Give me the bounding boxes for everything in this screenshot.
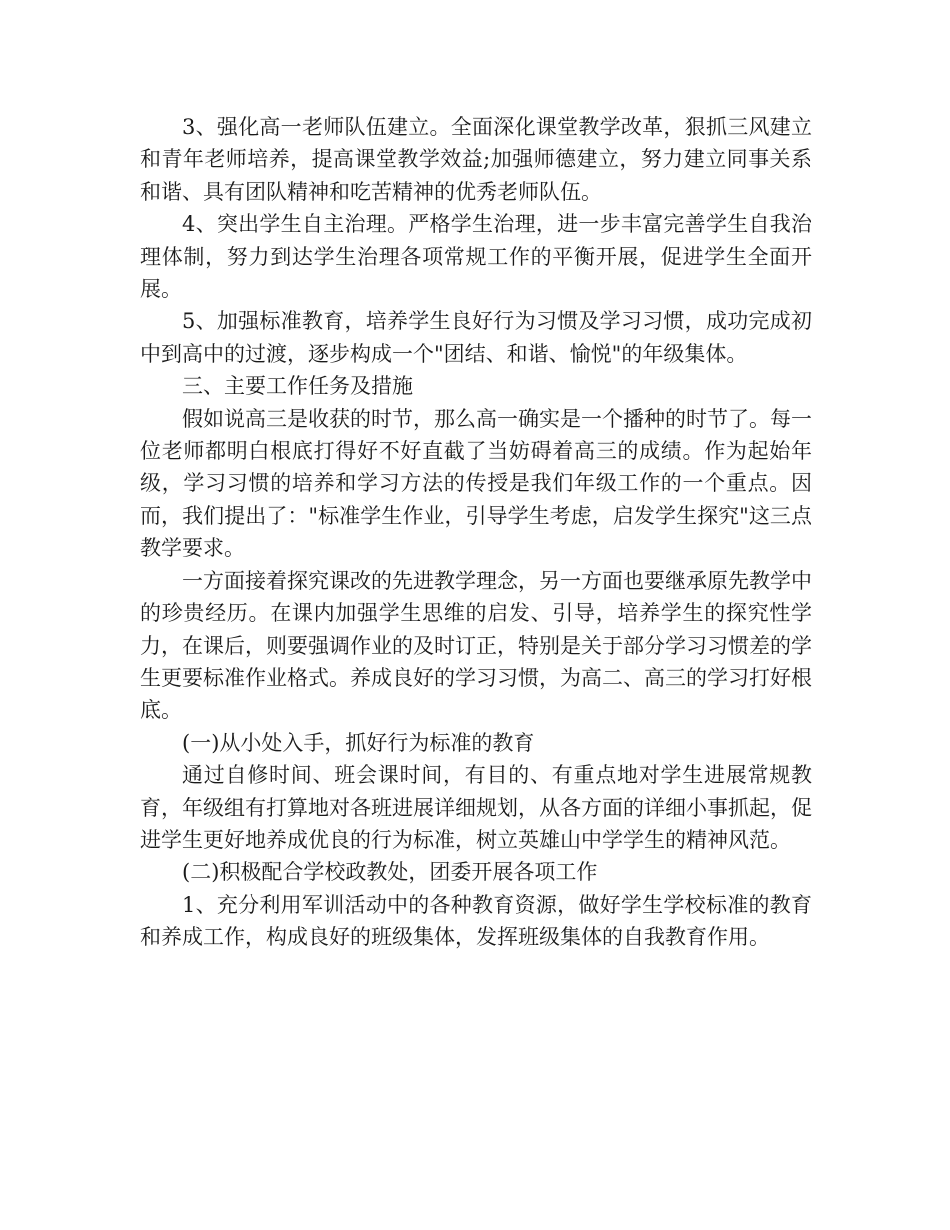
document-body bbox=[140, 111, 812, 954]
subheading-cooperate-school-office: (二)积极配合学校政教处，团委开展各项工作 bbox=[182, 860, 598, 885]
paragraph-routine-education: 通过自修时间、班会课时间，有目的、有重点地对学生进展常规教育，年级组有打算地对各班进展详细规划，从各方面的详细小事抓起，促进学生更好地养成优良的行为标准，树立英雄山中学学生的精神风范。 bbox=[140, 763, 812, 852]
paragraph-curriculum-reform: 一方面接着探究课改的先进教学理念，另一方面也要继承原先教学中的珍贵经历。在课内加强学生思维的启发、引导，培养学生的探究性学力，在课后，则要强调作业的及时订正，特别是关于部分学习习惯差的学生更要标准作业格式。养成良好的学习习惯，为高二、高三的学习打好根底。 bbox=[140, 568, 812, 723]
paragraph-standard-education: 5、加强标准教育，培养学生良好行为习惯及学习习惯，成功完成初中到高中的过渡，逐步构成一个"团结、和谐、愉悦"的年级集体。 bbox=[140, 309, 812, 366]
paragraph-student-self-management: 4、突出学生自主治理。严格学生治理，进一步丰富完善学生自我治理体制，努力到达学生治理各项常规工作的平衡开展，促进学生全面开展。 bbox=[140, 212, 812, 302]
subheading-behavior-education: (一)从小处入手，抓好行为标准的教育 bbox=[182, 730, 535, 755]
paragraph-strengthen-teacher-team: 3、强化高一老师队伍建立。全面深化课堂教学改革，狠抓三风建立和青年老师培养，提高课堂教学效益;加强师德建立，努力建立同事关系和谐、具有团队精神和吃苦精神的优秀老师队伍。 bbox=[140, 115, 812, 204]
section-heading-main-tasks: 三、主要工作任务及措施 bbox=[182, 374, 413, 399]
paragraph-sowing-season: 假如说高三是收获的时节，那么高一确实是一个播种的时节了。每一位老师都明白根底打得好不好直截了当妨碍着高三的成绩。作为起始年级，学习习惯的培养和学习方法的传授是我们年级工作的一个重点。因而，我们提出了："标准学生作业，引导学生考虑，启发学生探究"这三点教学要求。 bbox=[140, 406, 812, 561]
paragraph-military-training: 1、充分利用军训活动中的各种教育资源，做好学生学校标准的教育和养成工作，构成良好的班级集体，发挥班级集体的自我教育作用。 bbox=[140, 892, 812, 950]
